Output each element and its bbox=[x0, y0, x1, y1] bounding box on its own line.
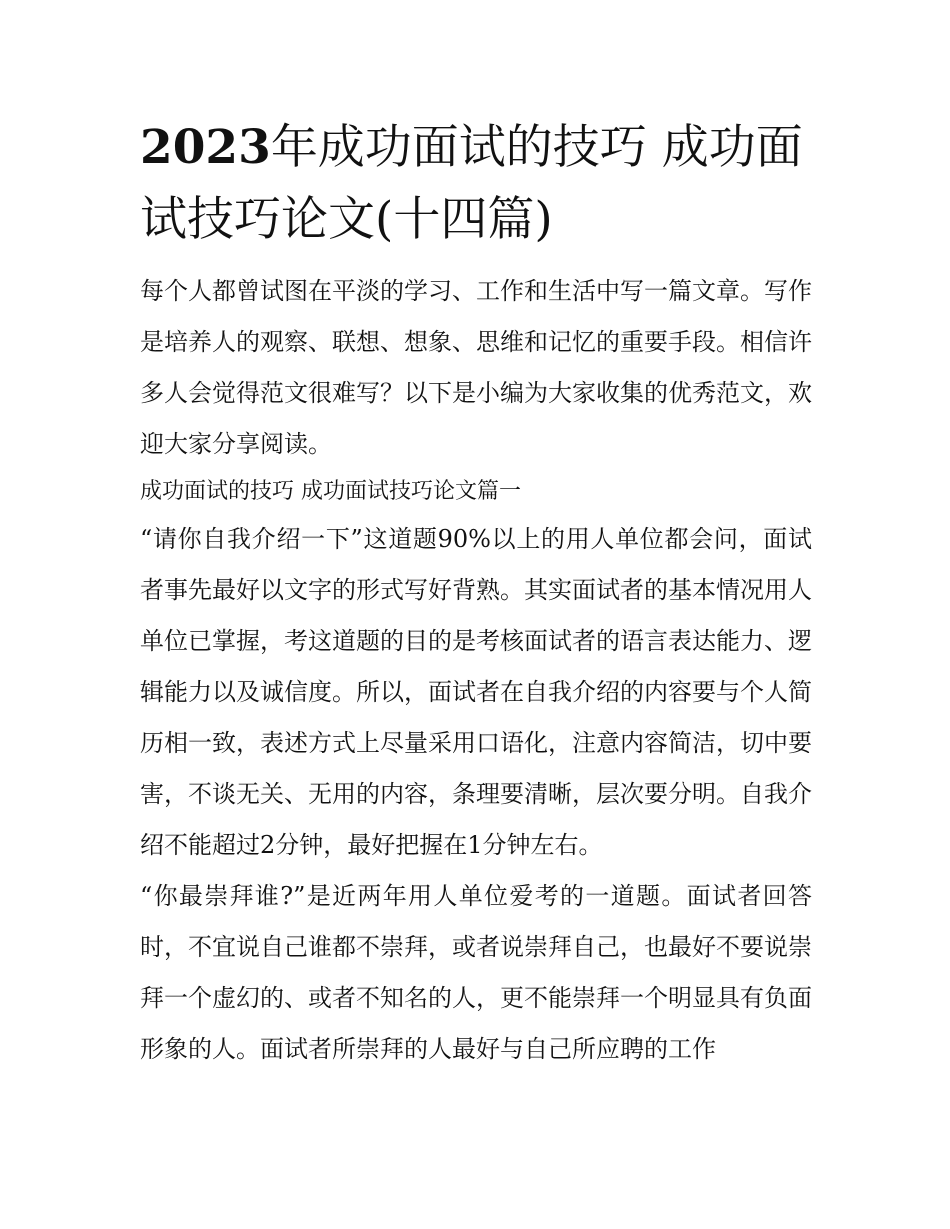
body-paragraph: “你最崇拜谁?”是近两年用人单位爱考的一道题。面试者回答时，不宜说自己谁都不崇拜，或者说崇拜自己，也最好不要说崇拜一个虚幻的、或者不知名的人，更不能崇拜一个明显具有负面形象的人。面试者所崇拜的人最好与自己所应聘的工作 bbox=[140, 882, 812, 1063]
document-title bbox=[140, 112, 812, 256]
section-heading: 成功面试的技巧 成功面试技巧论文篇一 bbox=[140, 479, 521, 504]
intro-paragraph: 每个人都曾试图在平淡的学习、工作和生活中写一篇文章。写作是培养人的观察、联想、想象、思维和记忆的重要手段。相信许多人会觉得范文很难写？以下是小编为大家收集的优秀范文，欢迎大家分享阅读。 bbox=[140, 277, 812, 458]
document-page bbox=[140, 112, 812, 1075]
body-paragraph: “请你自我介绍一下”这道题90%以上的用人单位都会问，面试者事先最好以文字的形式写好背熟。其实面试者的基本情况用人单位已掌握，考这道题的目的是考核面试者的语言表达能力、逻辑能力以及诚信度。所以，面试者在自我介绍的内容要与个人简历相一致，表述方式上尽量采用口语化，注意内容简洁，切中要害，不谈无关、无用的内容，条理要清晰，层次要分明。自我介绍不能超过2分钟，最好把握在1分钟左右。 bbox=[140, 525, 812, 859]
title-text: 年成功面试的技巧 成功面试技巧论文(十四篇) bbox=[140, 120, 803, 247]
title-year: 2023 bbox=[140, 120, 271, 175]
